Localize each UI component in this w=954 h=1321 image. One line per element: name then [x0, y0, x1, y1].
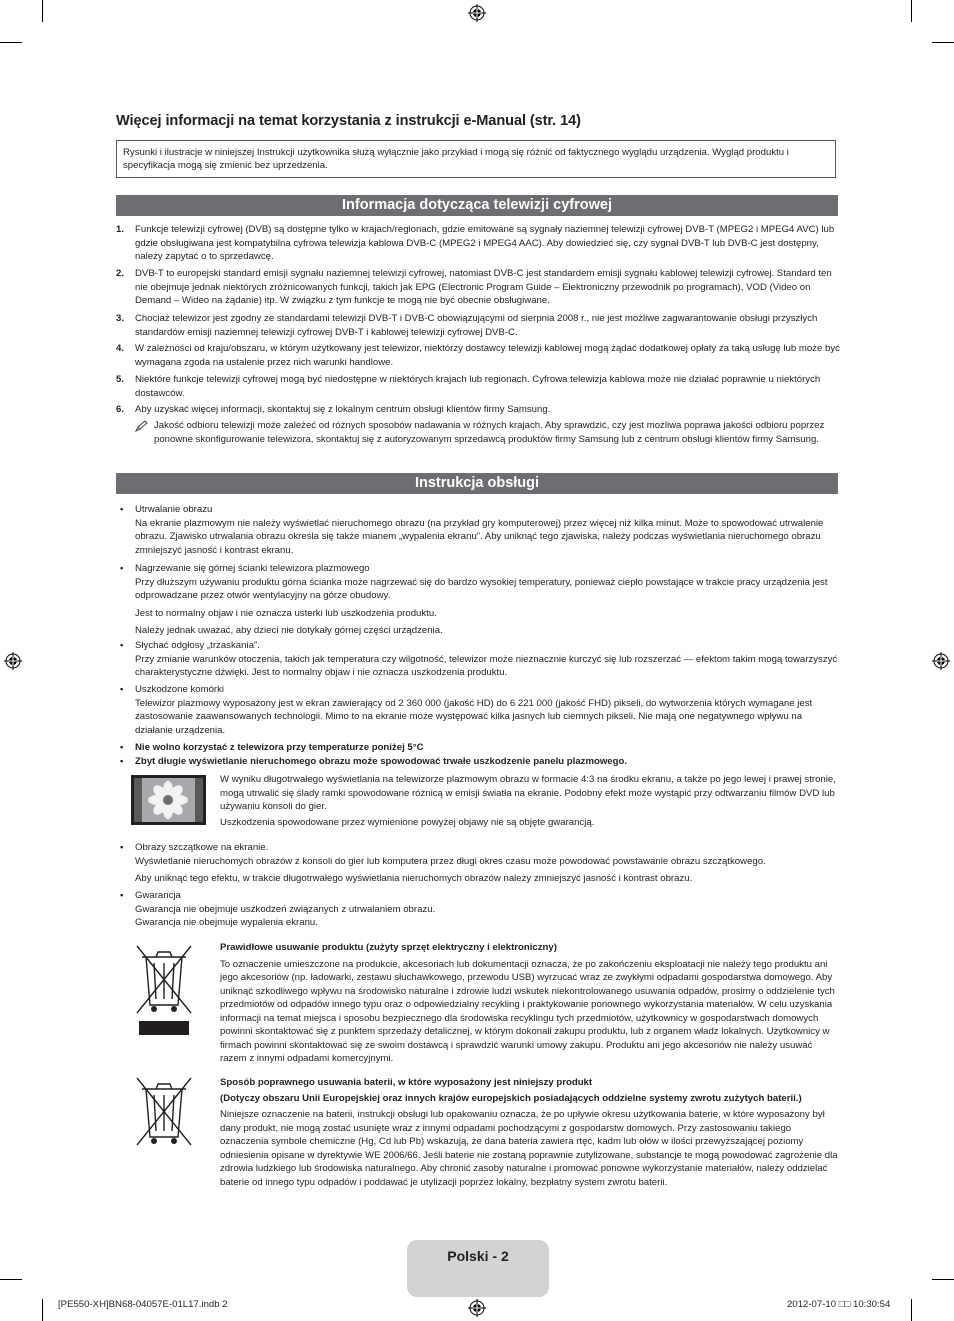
item-text: Chociaż telewizor jest zgodny ze standardami telewizji DVB-T i DVB-C obowiązującymi od sierpnia 2008 r., nie jest możliwe zagwarantowanie obsługi przyszłych standardów emisji naziemnej telewizji cyfrowej DVB-T i kablowej telewizji cyfrowej DVB-C.: [135, 313, 818, 338]
list-item: [116, 403, 840, 417]
list-item: [116, 841, 840, 890]
list-item: [116, 683, 840, 741]
list-item: [116, 342, 840, 369]
list-item: [116, 312, 840, 339]
crop-mark: [932, 1279, 954, 1280]
item-body: Na ekranie plazmowym nie należy wyświetlać nieruchomego obrazu (na przykład gry komputerowej) przez więcej niż kilka minut. Może to spowodować utrwalenie obrazu. Zjawisko utrwalania obrazu określa się także mianem „wypalenia ekranu”. Aby uniknąć tego zjawiska, należy podczas wyświetlania nieruchomego obrazu zmniejszyć jasność i kontrast ekranu.: [135, 517, 824, 556]
section-heading-digital-tv: Informacja dotycząca telewizji cyfrowej: [116, 195, 838, 216]
item-heading: Gwarancja: [135, 890, 181, 901]
item-text: Funkcje telewizji cyfrowej (DVB) są dostępne tylko w krajach/regionach, gdzie emitowane są sygnały naziemnej telewizji cyfrowej DVB-T (MPEG2 i MPEG4 AVC) lub gdzie obsługiwana jest kompatybilna cyfrowa telewizja kablowa DVB-C (MPEG2 i MPEG4 AAC). Aby dowiedzieć się, czy sygnał DVB-T lub DVB-C jest dostępny, należy zapytać o to sprzedawcę.: [135, 224, 835, 262]
item-number: 6.: [116, 404, 125, 415]
list-item: [116, 755, 840, 769]
screen-right-bar: [195, 778, 203, 822]
item-heading: Nie wolno korzystać z telewizora przy temperaturze poniżej 5°C: [135, 742, 424, 753]
item-heading: Uszkodzone komórki: [135, 684, 225, 695]
crop-mark: [42, 1299, 43, 1321]
battery-body: Niniejsze oznaczenie na baterii, instrukcji obsługi lub opakowaniu oznacza, że po upływie okresu użytkowania baterie, w które wyposażony był dany produkt, nie mogą zostać usunięte wraz z innymi odpadami pochodzącymi z gospodarstw domowych. Przy zastosowaniu takiego oznaczenia symbole chemiczne (Hg, Cd lub Pb) wskazują, że dana bateria zawiera rtęć, kadm lub ołów w ilości przewyższającej poziomy odniesienia opisane w dyrektywie WE 2006/66. Jeśli baterie nie zostaną poprawnie zutylizowane, substancje te mogą powodować zagrożenie dla zdrowia ludzkiego lub środowiska naturalnego. Aby chronić zasoby naturalne i promować ponowne wykorzystanie materiałów, należy oddzielać baterie od innego typu odpadów i poddawać je utylizacji poprzez lokalny, bezpłatny system zwrotu baterii.: [220, 1109, 838, 1188]
list-item: [116, 889, 840, 930]
item-text: Aby uzyskać więcej informacji, skontaktuj się z lokalnym centrum obsługi klientów firmy Samsung.: [135, 404, 551, 415]
bullet: •: [120, 842, 124, 853]
page-number-label: Polski - 2: [447, 1248, 509, 1264]
list-item: [116, 741, 840, 755]
weee-title: Prawidłowe usuwanie produktu (zużyty sprzęt elektryczny i elektroniczny): [220, 942, 557, 953]
item-body: Gwarancja nie obejmuje uszkodzeń związanych z utrwalaniem obrazu. Gwarancja nie obejmuje wypalenia ekranu.: [135, 903, 436, 928]
bullet: •: [120, 890, 124, 901]
bullet: •: [120, 563, 124, 574]
item-number: 3.: [116, 313, 125, 324]
item-number: 4.: [116, 343, 125, 354]
note: [135, 419, 839, 446]
crop-mark: [932, 42, 954, 43]
bullet: •: [120, 756, 124, 767]
battery-title: Sposób poprawnego usuwania baterii, w które wyposażony jest niniejszy produkt: [220, 1077, 593, 1088]
print-file-info: [PE550-XH]BN68-04057E-01L17.indb 2: [58, 1299, 228, 1310]
disclaimer-box: Rysunki i ilustracje w niniejszej Instrukcji użytkownika służą wyłącznie jako przykład i mogą się różnić od faktycznego wyglądu urządzenia. Wygląd produktu i specyfikacja mogą się zmienić bez uprzedzenia.: [116, 140, 836, 178]
flower-icon: [142, 778, 195, 822]
bullet: •: [120, 742, 124, 753]
registration-mark-icon: [468, 1299, 486, 1317]
registration-mark-icon: [468, 4, 486, 22]
list-item: [116, 373, 840, 400]
item-body: Telewizor plazmowy wyposażony jest w ekran zawierający od 2 360 000 (jakość HD) do 6 221 000 (jakość FHD) pikseli, do wytworzenia których wymagane jest zastosowanie zaawansowanych technologii. Mimo to na ekranie może występować kilka jasnych lub ciemnych pikseli. Nie mają one negatywnego wpływu na działanie urządzenia.: [135, 697, 813, 736]
item-heading: Słychać odgłosy „trzaskania”.: [135, 640, 260, 651]
list-item: [116, 503, 840, 561]
battery-section: [220, 1076, 840, 1189]
list-item: [116, 267, 840, 308]
crop-mark: [42, 0, 43, 22]
item-number: 1.: [116, 224, 125, 235]
list-item: [116, 639, 840, 684]
item-heading: Nagrzewanie się górnej ścianki telewizora plazmowego: [135, 563, 370, 574]
tv-screen-image: [131, 775, 206, 825]
item-number: 5.: [116, 374, 125, 385]
crossed-bin-battery-icon: [134, 1075, 194, 1147]
registration-mark-icon: [932, 652, 950, 670]
crop-mark: [911, 1299, 912, 1321]
item-body: Przy zmianie warunków otoczenia, takich jak temperatura czy wilgotność, telewizor może nieznacznie kurczyć się lub rozszerzać — efektom takim mogą towarzyszyć charakterystyczne dźwięki. Jest to normalny objaw i nie oznacza uszkodzenia produktu.: [135, 653, 838, 678]
note-pencil-icon: [135, 420, 149, 432]
weee-body: To oznaczenie umieszczone na produkcie, akcesoriach lub dokumentacji oznacza, że po zakończeniu eksploatacji nie należy tego produktu ani jego akcesoriów (np. ładowarki, zestawu słuchawkowego, przewodu USB) wyrzucać wraz ze zwykłymi odpadami gospodarstwa domowego. Aby uniknąć szkodliwego wpływu na środowisko naturalne i zdrowie ludzi wskutek niekontrolowanego usuwania odpadów, prosimy o oddzielenie tych przedmiotów od odpadów innego typu oraz o odpowiedzialny recykling i praktykowanie ponownego wykorzystania materiałów. W celu uzyskania informacji na temat miejsca i sposobu bezpiecznego dla środowiska recyklingu tych przedmiotów, użytkownicy w gospodarstwach domowych powinni skontaktować się z punktem sprzedaży detalicznej, w którym dokonali zakupu produktu, lub z organem władz lokalnych. Użytkownicy w firmach powinni skontaktować się ze swoim dostawcą i sprawdzić warunki umowy zakupu. Produktu ani jego akcesoriów nie należy usuwać razem z innymi odpadami komercyjnymi.: [220, 958, 835, 1064]
note-text: Jakość odbioru telewizji może zależeć od różnych sposobów nadawania w różnych krajach. Aby sprawdzić, czy jest możliwa poprawa jakości odbioru poprzez ponowne skonfigurowanie telewizora, skontaktuj się z autoryzowanym sprzedawcą produktów firmy Samsung lub z centrum obsługi klientów firmy Samsung.: [154, 420, 825, 445]
item-body: Przy dłuższym używaniu produktu górna ścianka może nagrzewać się do bardzo wysokiej temperatury, ponieważ ciepło powstające w trakcie pracy urządzenia jest odprowadzane przez otwór wentylacyjny na górze obudowy. Jest to normalny objaw i nie oznacza usterki lub uszkodzenia produktu. Należy jednak uważać, aby dzieci nie dotykały górnej części urządzenia.: [135, 576, 828, 636]
bullet: •: [120, 640, 124, 651]
battery-subtitle: (Dotyczy obszaru Unii Europejskiej oraz innych krajów europejskich posiadających oddzielne systemy zwrotu zużytych baterii.): [220, 1092, 802, 1104]
bullet: •: [120, 684, 124, 695]
section-heading-operation: Instrukcja obsługi: [116, 473, 838, 494]
weee-section: [220, 941, 840, 1066]
registration-mark-icon: [4, 652, 22, 670]
item-text: W zależności od kraju/obszaru, w którym użytkowany jest telewizor, niektórzy dostawcy telewizji kablowej mogą żądać dodatkowej opłaty za taką usługę lub może być wymagana zgoda na ustalenie przez nich warunki handlowe.: [135, 343, 840, 368]
item-text: Niektóre funkcje telewizji cyfrowej mogą być niedostępne w niektórych krajach lub regionach. Cyfrowa telewizja kablowa może nie działać poprawnie u niektórych dostawców.: [135, 374, 821, 399]
crossed-bin-weee-icon: [134, 943, 194, 1035]
crop-mark: [0, 1279, 22, 1280]
page-title: Więcej informacji na temat korzystania z instrukcji e-Manual (str. 14): [116, 113, 581, 129]
item-heading: Zbyt długie wyświetlanie nieruchomego obrazu może spowodować trwałe uszkodzenie panelu plazmowego.: [135, 756, 628, 767]
print-timestamp: 2012-07-10 □□ 10:30:54: [787, 1299, 891, 1310]
item-heading: Obrazy szczątkowe na ekranie.: [135, 842, 269, 853]
item-body: Wyświetlanie nieruchomych obrazów z konsoli do gier lub komputera przez długi okres czasu może powodować powstawanie obrazu szczątkowego. Aby uniknąć tego efektu, w trakcie długotrwałego wyświetlania nieruchomych obrazów należy zmniejszyć jasność i kontrast obrazu.: [135, 855, 766, 884]
list-item: [116, 223, 840, 264]
item-number: 2.: [116, 268, 125, 279]
burn-in-description: W wyniku długotrwałego wyświetlania na telewizorze plazmowym obrazu w formacie 4:3 na środku ekranu, a także po jego lewej i prawej stronie, mogą utrwalić się ślady ramki spowodowane różnicą w emisji światła na ekranie. Podobny efekt może wystąpić przy odtwarzaniu filmów DVD lub używaniu konsoli do gier. Uszkodzenia spowodowane przez wymienione powyżej objawy nie są objęte gwarancją.: [220, 774, 836, 828]
crop-mark: [0, 42, 22, 43]
item-heading: Utrwalanie obrazu: [135, 504, 213, 515]
crop-mark: [911, 0, 912, 22]
list-item: [116, 562, 840, 642]
bullet: •: [120, 504, 124, 515]
screen-left-bar: [134, 778, 142, 822]
item-text: DVB-T to europejski standard emisji sygnału naziemnej telewizji cyfrowej, natomiast DVB-C jest standardem emisji sygnału kablowej telewizji cyfrowej. Standard ten nie obejmuje jednak niektórych zróżnicowanych funkcji, takich jak EPG (Electronic Program Guide – Elektroniczny przewodnik po programach), VOD (Video on Demand – Wideo na żądanie) itp. W związku z tym funkcje te mogą nie być obecnie obsługiwane.: [135, 268, 832, 306]
